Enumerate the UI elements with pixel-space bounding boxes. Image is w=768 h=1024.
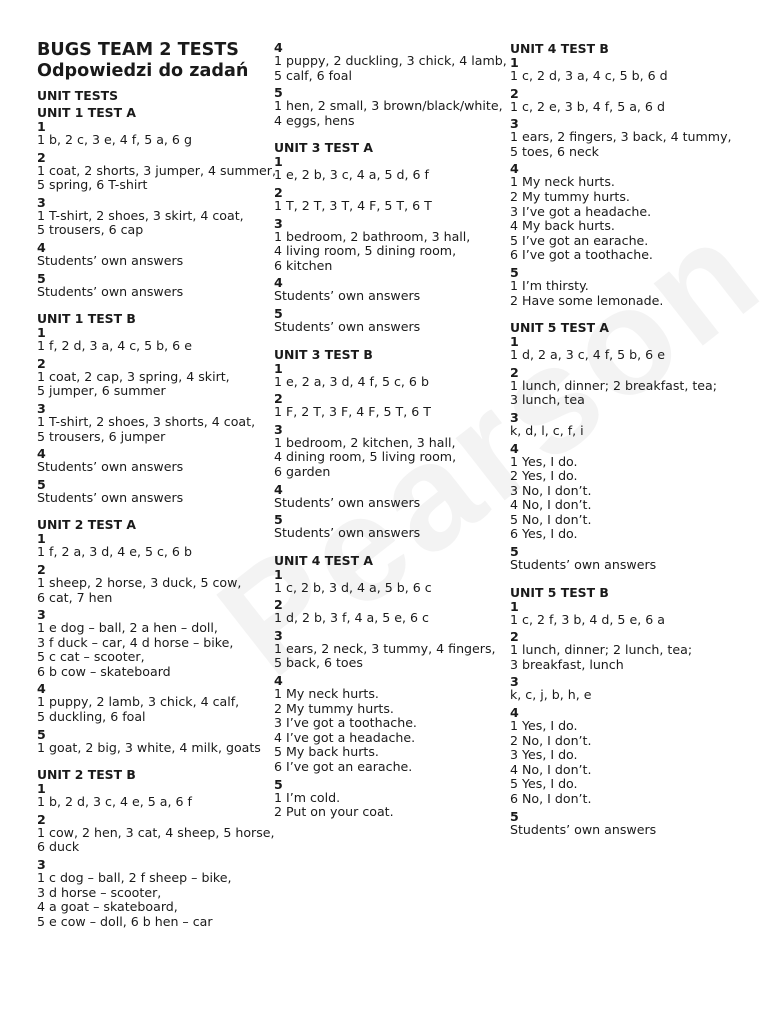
answer-line: 1 c, 2 e, 3 b, 4 f, 5 a, 6 d [510, 98, 665, 114]
answer-line: 2 No, I don’t. [510, 732, 592, 748]
answer-line: 4 living room, 5 dining room, [274, 243, 457, 259]
question-number: 1 [510, 334, 519, 350]
question-number: 5 [274, 512, 283, 528]
question-number: 1 [37, 781, 46, 797]
answer-line: 1 d, 2 b, 3 f, 4 a, 5 e, 6 c [274, 610, 429, 626]
answer-line: 5 No, I don’t. [510, 511, 592, 527]
answer-line: 1 d, 2 a, 3 c, 4 f, 5 b, 6 e [510, 347, 665, 363]
question-number: 4 [274, 481, 283, 497]
unit-block [510, 320, 750, 573]
answer-line: 1 coat, 2 shorts, 3 jumper, 4 summer, [37, 162, 276, 178]
question-block [274, 483, 502, 511]
question-number: 5 [274, 305, 283, 321]
answer-line: 4 No, I don’t. [510, 761, 592, 777]
question-number: 4 [274, 40, 283, 55]
document-subtitle: Odpowiedzi do zadań [37, 61, 249, 81]
question-block [37, 532, 265, 560]
question-number: 5 [37, 726, 46, 742]
question-block [37, 563, 265, 605]
answer-line: 5 jumper, 6 summer [37, 383, 166, 399]
question-block [510, 162, 750, 263]
answer-line: 2 My tummy hurts. [274, 700, 394, 716]
answer-line: 1 I’m thirsty. [510, 277, 589, 293]
question-number: 3 [37, 857, 46, 873]
question-number: 3 [37, 400, 46, 416]
question-number: 3 [37, 607, 46, 623]
question-number: 2 [510, 364, 519, 380]
question-number: 3 [274, 215, 283, 231]
answer-line: 5 c cat – scooter, [37, 649, 145, 665]
unit-block [37, 767, 275, 929]
question-block [274, 598, 502, 626]
question-block [510, 810, 750, 838]
answer-line: 3 I’ve got a headache. [510, 203, 652, 219]
question-number: 4 [274, 275, 283, 291]
answer-line: Students’ own answers [510, 821, 657, 837]
question-block [37, 402, 265, 444]
question-number: 4 [37, 446, 46, 462]
answer-line: 1 cow, 2 hen, 3 cat, 4 sheep, 5 horse, [37, 824, 275, 840]
unit-block [510, 41, 750, 308]
question-block [274, 392, 502, 420]
question-number: 1 [510, 598, 519, 614]
answer-line: 6 I’ve got an earache. [274, 759, 413, 775]
answer-line: 4 My back hurts. [510, 218, 615, 234]
question-number: 5 [510, 264, 519, 280]
question-block [274, 40, 507, 83]
answer-line: 1 c dog – ball, 2 f sheep – bike, [37, 870, 232, 886]
question-number: 2 [274, 597, 283, 613]
question-number: 1 [510, 55, 519, 70]
question-number: 1 [37, 531, 46, 547]
question-block [37, 272, 265, 300]
answer-line: 1 T-shirt, 2 shoes, 3 shorts, 4 coat, [37, 413, 256, 429]
answer-line: 1 bedroom, 2 bathroom, 3 hall, [274, 228, 471, 244]
answer-line: 6 kitchen [274, 257, 333, 273]
question-block [510, 675, 750, 703]
question-block [274, 423, 502, 480]
question-block [274, 86, 502, 128]
question-block [37, 357, 265, 399]
question-number: 5 [37, 476, 46, 492]
answer-line: 4 eggs, hens [274, 112, 355, 128]
answer-line: 5 spring, 6 T-shirt [37, 177, 148, 193]
question-number: 3 [274, 421, 283, 437]
question-number: 2 [510, 85, 519, 101]
question-block [274, 217, 502, 274]
question-block [37, 782, 265, 810]
answer-line: 1 Yes, I do. [510, 453, 578, 469]
answer-line: 3 d horse – scooter, [37, 884, 162, 900]
question-block [510, 56, 750, 84]
unit-block [274, 347, 502, 541]
answer-line: 3 Yes, I do. [510, 747, 578, 763]
document-title: BUGS TEAM 2 TESTS [37, 40, 239, 60]
question-number: 4 [37, 681, 46, 697]
question-block [510, 545, 750, 573]
question-block [510, 706, 750, 807]
answer-line: 5 duckling, 6 foal [37, 709, 146, 725]
answer-line: 1 My neck hurts. [274, 686, 379, 702]
question-block [274, 155, 502, 183]
answer-line: 1 Yes, I do. [510, 718, 578, 734]
answer-line: Students’ own answers [274, 288, 421, 304]
answer-line: 3 f duck – car, 4 d horse – bike, [37, 634, 234, 650]
question-number: 5 [37, 270, 46, 286]
question-number: 1 [37, 325, 46, 341]
answer-line: 1 T, 2 T, 3 T, 4 F, 5 T, 6 T [274, 197, 432, 213]
question-block [274, 629, 502, 671]
answer-line: 5 e cow – doll, 6 b hen – car [37, 913, 213, 929]
question-number: 5 [274, 85, 283, 101]
answer-line: 5 toes, 6 neck [510, 143, 599, 159]
question-block [37, 326, 265, 354]
question-block [274, 186, 502, 214]
question-block [510, 600, 750, 628]
answer-line: 5 Yes, I do. [510, 776, 578, 792]
question-block [37, 241, 265, 269]
unit-heading: UNIT 2 TEST A [37, 517, 136, 533]
unit-heading: UNIT 2 TEST B [37, 767, 136, 783]
answer-line: 2 Put on your coat. [274, 804, 394, 820]
answer-line: Students’ own answers [274, 494, 421, 510]
answer-line: Students’ own answers [510, 557, 657, 573]
question-block [37, 447, 265, 475]
answer-line: 6 duck [37, 839, 80, 855]
answer-line: Students’ own answers [37, 489, 184, 505]
unit-block [274, 40, 507, 128]
question-number: 2 [274, 184, 283, 200]
answer-line: 2 Have some lemonade. [510, 292, 664, 308]
unit-heading: UNIT 4 TEST B [510, 41, 609, 56]
question-block [37, 196, 265, 238]
answer-line: Students’ own answers [37, 459, 184, 475]
question-block [37, 858, 265, 929]
question-number: 1 [37, 119, 46, 134]
question-block [510, 442, 750, 543]
answer-line: 1 coat, 2 cap, 3 spring, 4 skirt, [37, 368, 230, 384]
question-block [510, 366, 750, 408]
answer-line: 1 puppy, 2 duckling, 3 chick, 4 lamb, [274, 53, 507, 68]
answer-line: 1 bedroom, 2 kitchen, 3 hall, [274, 434, 456, 450]
question-number: 4 [510, 705, 519, 721]
question-number: 1 [274, 360, 283, 376]
question-number: 1 [274, 154, 283, 170]
question-block [37, 682, 265, 724]
question-block [37, 149, 276, 193]
answer-line: 4 dining room, 5 living room, [274, 449, 457, 465]
answer-line: 1 T-shirt, 2 shoes, 3 skirt, 4 coat, [37, 207, 244, 223]
answer-line: 2 My tummy hurts. [510, 188, 630, 204]
question-block [274, 778, 502, 820]
answer-line: 1 F, 2 T, 3 F, 4 F, 5 T, 6 T [274, 404, 431, 420]
answer-line: 1 goat, 2 big, 3 white, 4 milk, goats [37, 739, 261, 755]
answer-line: Students’ own answers [37, 283, 184, 299]
answer-line: 6 cat, 7 hen [37, 589, 113, 605]
answer-line: 1 ears, 2 neck, 3 tummy, 4 fingers, [274, 640, 496, 656]
question-block [510, 87, 750, 115]
answer-line: 5 trousers, 6 jumper [37, 428, 166, 444]
answer-line: 1 f, 2 a, 3 d, 4 e, 5 c, 6 b [37, 544, 192, 560]
unit-block [37, 105, 276, 299]
question-block [510, 266, 750, 308]
answer-line: 4 a goat – skateboard, [37, 899, 178, 915]
answer-line: 1 c, 2 b, 3 d, 4 a, 5 b, 6 c [274, 579, 432, 595]
unit-block [274, 553, 502, 820]
answer-line: 1 b, 2 c, 3 e, 4 f, 5 a, 6 g [37, 132, 192, 147]
question-number: 4 [274, 673, 283, 689]
answer-line: 1 lunch, dinner; 2 lunch, tea; [510, 642, 693, 658]
unit-heading: UNIT 5 TEST B [510, 584, 609, 600]
question-number: 5 [510, 544, 519, 560]
question-number: 3 [510, 409, 519, 425]
unit-block [274, 140, 502, 334]
answer-line: 1 f, 2 d, 3 a, 4 c, 5 b, 6 e [37, 338, 192, 354]
answer-line: 3 lunch, tea [510, 392, 585, 408]
answer-line: 1 e, 2 a, 3 d, 4 f, 5 c, 6 b [274, 373, 429, 389]
answer-column-3 [510, 41, 750, 849]
answer-line: 1 e, 2 b, 3 c, 4 a, 5 d, 6 f [274, 167, 429, 183]
question-number: 3 [37, 194, 46, 210]
unit-block [510, 585, 750, 838]
question-number: 1 [274, 566, 283, 582]
answer-line: 5 trousers, 6 cap [37, 222, 144, 238]
answer-line: 4 I’ve got a headache. [274, 729, 416, 745]
question-number: 2 [37, 149, 46, 165]
answer-line: 5 back, 6 toes [274, 655, 363, 671]
answer-line: 2 Yes, I do. [510, 468, 578, 484]
unit-heading: UNIT 3 TEST A [274, 140, 373, 156]
question-block [274, 513, 502, 541]
question-number: 3 [510, 116, 519, 132]
unit-heading: UNIT 4 TEST A [274, 552, 373, 568]
question-number: 4 [510, 161, 519, 177]
answer-line: 1 I’m cold. [274, 789, 341, 805]
unit-block [37, 517, 265, 755]
answer-line: 1 ears, 2 fingers, 3 back, 4 tummy, [510, 129, 732, 145]
question-number: 4 [37, 239, 46, 255]
unit-heading: UNIT 5 TEST A [510, 320, 609, 336]
question-block [510, 117, 750, 159]
answer-line: 1 sheep, 2 horse, 3 duck, 5 cow, [37, 574, 242, 590]
question-block [274, 568, 502, 596]
section-label: UNIT TESTS [37, 88, 119, 103]
answer-line: 3 breakfast, lunch [510, 656, 624, 672]
question-block [274, 674, 502, 775]
question-block [37, 728, 265, 756]
unit-heading: UNIT 1 TEST B [37, 311, 136, 327]
question-block [37, 120, 265, 148]
answer-line: 6 I’ve got a toothache. [510, 247, 653, 263]
answer-line: 1 b, 2 d, 3 c, 4 e, 5 a, 6 f [37, 794, 192, 810]
answer-line: 1 c, 2 f, 3 b, 4 d, 5 e, 6 a [510, 611, 665, 627]
question-number: 2 [274, 391, 283, 407]
answer-line: k, d, l, c, f, i [510, 422, 584, 438]
answer-line: k, c, j, b, h, e [510, 687, 592, 703]
answer-line: 3 No, I don’t. [510, 482, 592, 498]
answer-line: Students’ own answers [274, 525, 421, 541]
question-block [274, 307, 502, 335]
question-number: 2 [510, 629, 519, 645]
question-number: 2 [37, 811, 46, 827]
question-number: 4 [510, 440, 519, 456]
unit-heading: UNIT 3 TEST B [274, 346, 373, 362]
question-number: 2 [37, 561, 46, 577]
answer-line: 3 I’ve got a toothache. [274, 715, 417, 731]
answer-line: Students’ own answers [274, 318, 421, 334]
answer-line: 1 e dog – ball, 2 a hen – doll, [37, 620, 218, 636]
answer-line: Students’ own answers [37, 252, 184, 268]
unit-heading: UNIT 1 TEST A [37, 105, 136, 120]
question-block [510, 335, 750, 363]
question-block [510, 411, 750, 439]
answer-line: 5 calf, 6 foal [274, 67, 352, 83]
question-block [37, 608, 265, 679]
answer-column-1 [37, 40, 276, 941]
answer-line: 4 No, I don’t. [510, 497, 592, 513]
answer-line: 1 My neck hurts. [510, 174, 615, 190]
answer-line: 6 Yes, I do. [510, 526, 578, 542]
answer-line: 5 I’ve got an earache. [510, 232, 649, 248]
question-number: 5 [510, 808, 519, 824]
answer-line: 1 hen, 2 small, 3 brown/black/white, [274, 98, 503, 114]
answer-line: 6 garden [274, 463, 331, 479]
question-block [274, 362, 502, 390]
unit-block [37, 311, 265, 505]
answer-line: 6 No, I don’t. [510, 791, 592, 806]
question-block [274, 276, 502, 304]
answer-line: 6 b cow – skateboard [37, 663, 171, 679]
question-block [510, 630, 750, 672]
question-number: 3 [510, 674, 519, 690]
answer-column-2 [274, 40, 507, 832]
answer-line: 1 lunch, dinner; 2 breakfast, tea; [510, 377, 717, 393]
answer-line: 5 My back hurts. [274, 744, 379, 760]
answer-line: 1 c, 2 d, 3 a, 4 c, 5 b, 6 d [510, 68, 668, 83]
question-block [37, 478, 265, 506]
question-number: 2 [37, 355, 46, 371]
question-number: 3 [274, 627, 283, 643]
question-block [37, 811, 275, 855]
answer-line: 1 puppy, 2 lamb, 3 chick, 4 calf, [37, 694, 240, 710]
question-number: 5 [274, 776, 283, 792]
